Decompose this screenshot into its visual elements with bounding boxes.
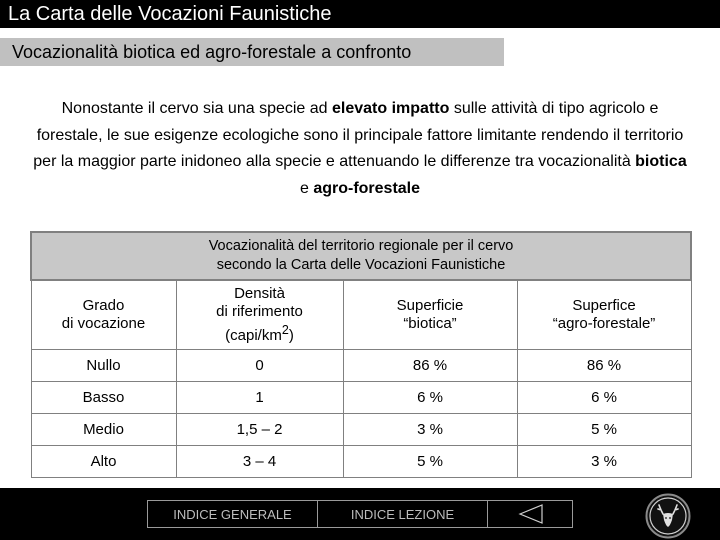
header-density-line3: [225, 323, 294, 344]
header-density: [176, 280, 343, 350]
header-density-unit: (capi/km: [225, 327, 282, 344]
header-density-line2: di riferimento: [216, 303, 303, 320]
cell-grade: Medio: [31, 414, 176, 446]
header-agro-line1: Superfice: [572, 297, 636, 314]
cell-density: 1,5 – 2: [176, 414, 343, 446]
table-caption-line1: Vocazionalità del territorio regionale per il cervo: [208, 238, 514, 254]
intro-bold-3: agro-forestale: [313, 179, 421, 197]
cell-grade: Nullo: [31, 350, 176, 382]
header-biotic-line1: Superficie: [396, 297, 464, 314]
intro-bold-2: biotica: [635, 153, 687, 170]
intro-text-3: e: [299, 179, 314, 197]
section-subtitle: Vocazionalità biotica ed agro-forestale a confronto: [0, 38, 504, 66]
intro-paragraph: [30, 96, 690, 202]
table-row: [31, 446, 691, 478]
cell-density: 3 – 4: [176, 446, 343, 478]
cell-density: 0: [176, 350, 343, 382]
header-density-close: ): [288, 327, 294, 344]
cell-biotic: 86 %: [343, 350, 517, 382]
cell-grade: Alto: [31, 446, 176, 478]
page-title: La Carta delle Vocazioni Faunistiche: [0, 0, 720, 28]
header-agro: [517, 280, 691, 350]
table-row: [31, 350, 691, 382]
lesson-index-button[interactable]: INDICE LEZIONE: [317, 500, 488, 528]
header-biotic: [343, 280, 517, 350]
general-index-button[interactable]: INDICE GENERALE: [147, 500, 318, 528]
cell-biotic: 5 %: [343, 446, 517, 478]
header-density-exponent: 2: [281, 323, 289, 337]
intro-text-1: Nonostante il cervo sia una specie ad: [61, 100, 333, 117]
table-row: [31, 414, 691, 446]
header-biotic-line2: “biotica”: [403, 315, 457, 332]
cell-grade: Basso: [31, 382, 176, 414]
table-row: [31, 382, 691, 414]
cell-density: 1: [176, 382, 343, 414]
deer-logo-icon[interactable]: [645, 493, 691, 539]
header-grade: [31, 280, 176, 350]
cell-agro: 86 %: [517, 350, 691, 382]
header-grade-line1: Grado: [82, 297, 125, 314]
cell-biotic: 3 %: [343, 414, 517, 446]
table-caption-line2: secondo la Carta delle Vocazioni Faunistiche: [216, 257, 506, 273]
header-grade-line2: di vocazione: [61, 315, 146, 332]
intro-text-2: sulle attività di tipo agricolo e forestale, le sue esigenze ecologiche sono il principale fattore limitante rendendo il territorio per la maggior parte inidoneo alla specie e attenuando le differenze tra vocazionalità: [33, 100, 684, 170]
table-caption: [31, 232, 691, 280]
cell-agro: 6 %: [517, 382, 691, 414]
vocation-table: [30, 231, 692, 478]
header-density-line1: Densità: [234, 285, 285, 302]
cell-agro: 5 %: [517, 414, 691, 446]
cell-agro: 3 %: [517, 446, 691, 478]
cell-biotic: 6 %: [343, 382, 517, 414]
intro-bold-1: elevato impatto: [332, 100, 450, 117]
left-triangle-icon: [488, 501, 574, 527]
back-button[interactable]: [487, 500, 573, 528]
header-agro-line2: “agro-forestale”: [552, 315, 656, 332]
